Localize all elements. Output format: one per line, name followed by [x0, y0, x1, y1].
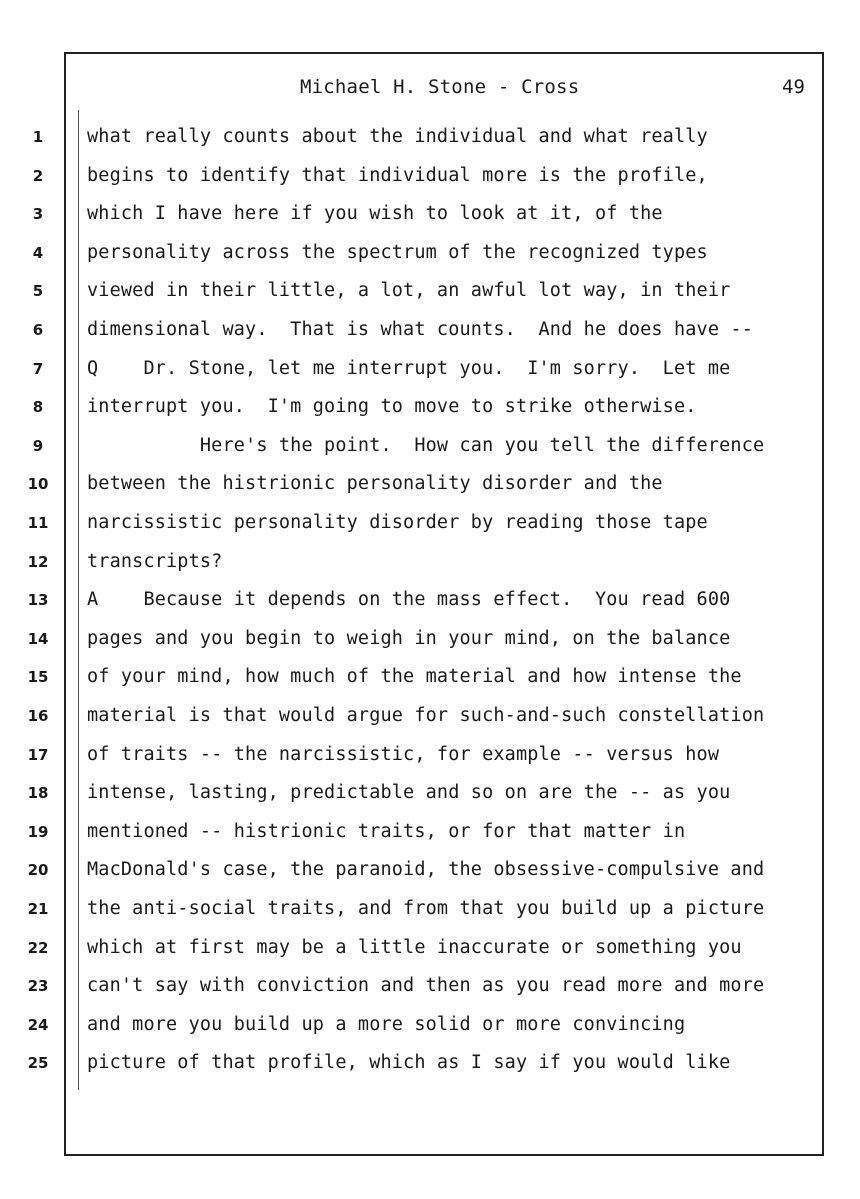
line-number: 4 — [32, 244, 44, 262]
transcript-line: mentioned -- histrionic traits, or for that matter in — [87, 821, 686, 842]
transcript-line: what really counts about the individual and what really — [87, 126, 708, 147]
page-number: 49 — [782, 76, 805, 98]
transcript-line: narcissistic personality disorder by reading those tape — [87, 512, 708, 533]
transcript-line: the anti-social traits, and from that you build up a picture — [87, 898, 765, 919]
transcript-line: and more you build up a more solid or more convincing — [87, 1014, 686, 1035]
line-number: 9 — [32, 437, 44, 455]
transcript-line: of traits -- the narcissistic, for example -- versus how — [87, 744, 720, 765]
line-number: 13 — [27, 591, 49, 609]
transcript-line: begins to identify that individual more is the profile, — [87, 165, 708, 186]
line-number: 2 — [32, 167, 44, 185]
transcript-line: picture of that profile, which as I say if you would like — [87, 1052, 731, 1073]
line-number: 22 — [27, 939, 49, 957]
line-number: 8 — [32, 398, 44, 416]
transcript-line: between the histrionic personality disorder and the — [87, 473, 663, 494]
line-number: 7 — [32, 360, 44, 378]
transcript-line: Here's the point. How can you tell the difference — [87, 435, 765, 456]
transcript-line: Q Dr. Stone, let me interrupt you. I'm sorry. Let me — [87, 358, 731, 379]
line-number: 23 — [27, 977, 49, 995]
line-number: 5 — [32, 282, 44, 300]
line-number: 1 — [32, 128, 44, 146]
line-number: 6 — [32, 321, 44, 339]
line-number: 16 — [27, 707, 49, 725]
transcript-line: MacDonald's case, the paranoid, the obsessive-compulsive and — [87, 859, 765, 880]
line-number: 11 — [27, 514, 49, 532]
line-number: 24 — [27, 1016, 49, 1034]
transcript-line: material is that would argue for such-and-such constellation — [87, 705, 765, 726]
transcript-line: pages and you begin to weigh in your mind, on the balance — [87, 628, 731, 649]
margin-rule — [78, 110, 79, 1090]
line-number: 12 — [27, 553, 49, 571]
line-number: 15 — [27, 668, 49, 686]
transcript-line: transcripts? — [87, 551, 223, 572]
transcript-line: personality across the spectrum of the recognized types — [87, 242, 708, 263]
transcript-line: can't say with conviction and then as you read more and more — [87, 975, 765, 996]
line-number: 20 — [27, 861, 49, 879]
transcript-line: which at first may be a little inaccurate or something you — [87, 937, 742, 958]
line-number: 14 — [27, 630, 49, 648]
transcript-line: interrupt you. I'm going to move to strike otherwise. — [87, 396, 697, 417]
line-number: 18 — [27, 784, 49, 802]
line-number: 21 — [27, 900, 49, 918]
line-number: 25 — [27, 1054, 49, 1072]
transcript-line: A Because it depends on the mass effect. You read 600 — [87, 589, 731, 610]
page-header-title: Michael H. Stone - Cross — [300, 76, 580, 98]
line-number: 17 — [27, 746, 49, 764]
transcript-line: which I have here if you wish to look at it, of the — [87, 203, 663, 224]
line-number: 10 — [27, 475, 49, 493]
line-number: 3 — [32, 205, 44, 223]
transcript-line: viewed in their little, a lot, an awful lot way, in their — [87, 280, 731, 301]
line-number: 19 — [27, 823, 49, 841]
transcript-line: dimensional way. That is what counts. And he does have -- — [87, 319, 753, 340]
transcript-line: intense, lasting, predictable and so on are the -- as you — [87, 782, 731, 803]
transcript-line: of your mind, how much of the material and how intense the — [87, 666, 742, 687]
